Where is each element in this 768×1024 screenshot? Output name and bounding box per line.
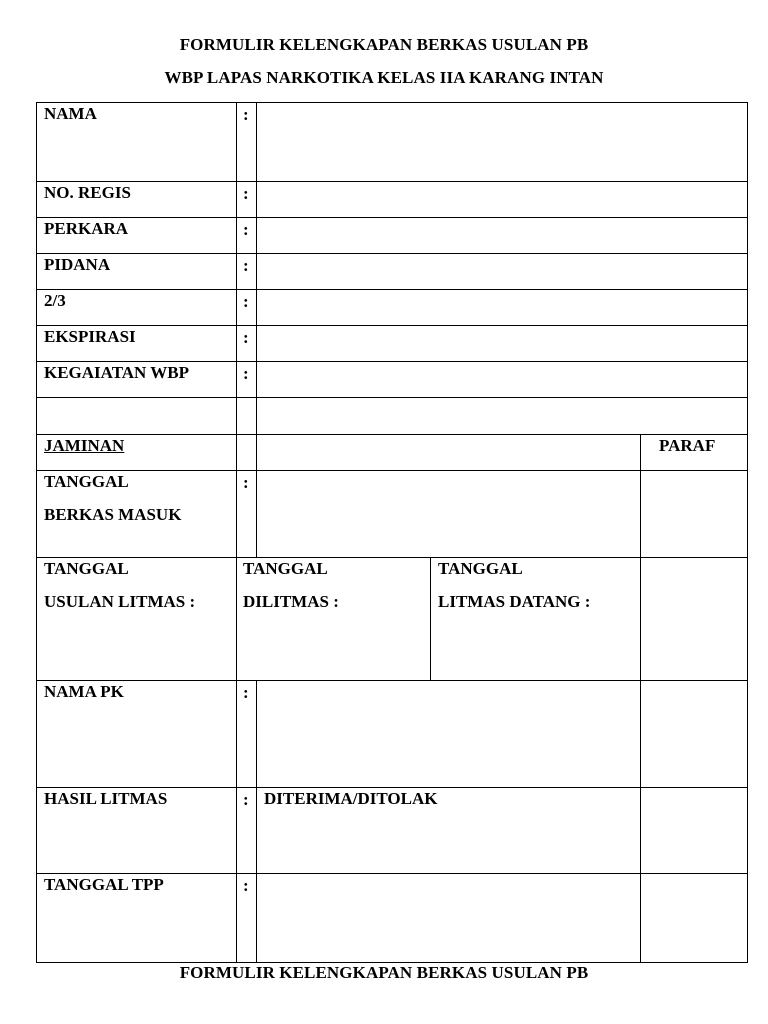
- colon: :: [243, 790, 249, 809]
- row-divider: [36, 325, 748, 326]
- nama-pk-input[interactable]: [258, 682, 638, 786]
- table-border-left: [36, 102, 37, 963]
- col-divider-colon: [256, 102, 257, 558]
- row-divider: [36, 873, 748, 874]
- colon: :: [243, 292, 249, 311]
- ekspirasi-input[interactable]: [258, 327, 746, 360]
- row-divider: [36, 217, 748, 218]
- footer-title: FORMULIR KELENGKAPAN BERKAS USULAN PB: [179, 963, 589, 982]
- colon: :: [243, 473, 249, 492]
- colon: :: [243, 220, 249, 239]
- paraf-header: PARAF: [659, 436, 716, 455]
- row-divider: [36, 557, 748, 558]
- row-divider: [36, 434, 748, 435]
- perkara-input[interactable]: [258, 219, 746, 252]
- litmas-datang-label-line1: TANGGAL: [438, 559, 523, 578]
- usulan-litmas-label-line1: TANGGAL: [44, 559, 129, 578]
- nama-pk-label: NAMA PK: [44, 682, 124, 701]
- dilitmas-label-line2: DILITMAS :: [243, 592, 339, 611]
- colon: :: [243, 364, 249, 383]
- form-title-line-2: WBP LAPAS NARKOTIKA KELAS IIA KARANG INTAN: [164, 68, 604, 87]
- no-regis-label: NO. REGIS: [44, 183, 131, 202]
- row-divider: [36, 253, 748, 254]
- row-divider: [36, 470, 748, 471]
- kegiatan-wbp-input[interactable]: [258, 363, 746, 396]
- row-divider: [36, 361, 748, 362]
- form-title-line-1: FORMULIR KELENGKAPAN BERKAS USULAN PB: [179, 35, 589, 54]
- pidana-input[interactable]: [258, 255, 746, 288]
- berkas-masuk-input[interactable]: [258, 472, 638, 556]
- table-border-right: [747, 102, 748, 963]
- hasil-litmas-value: DITERIMA/DITOLAK: [264, 789, 438, 808]
- table-border-top: [36, 102, 748, 103]
- col-divider-colon: [256, 680, 257, 963]
- colon: :: [243, 876, 249, 895]
- berkas-masuk-label-line1: TANGGAL: [44, 472, 129, 491]
- colon: :: [243, 105, 249, 124]
- col-divider-paraf: [640, 434, 641, 963]
- usulan-litmas-label-line2: USULAN LITMAS :: [44, 592, 196, 611]
- hasil-litmas-label: HASIL LITMAS: [44, 789, 168, 808]
- dua-pertiga-input[interactable]: [258, 291, 746, 324]
- perkara-label: PERKARA: [44, 219, 129, 238]
- ekspirasi-label: EKSPIRASI: [44, 327, 136, 346]
- dua-pertiga-label: 2/3: [44, 291, 66, 310]
- colon: :: [243, 256, 249, 275]
- col-divider-label: [236, 102, 237, 963]
- no-regis-input[interactable]: [258, 183, 746, 216]
- col-divider-datang: [430, 557, 431, 681]
- colon: :: [243, 184, 249, 203]
- row-divider: [36, 787, 748, 788]
- nama-input[interactable]: [258, 104, 746, 180]
- jaminan-label: JAMINAN: [44, 436, 125, 455]
- dilitmas-label-line1: TANGGAL: [243, 559, 328, 578]
- row-divider: [36, 181, 748, 182]
- row-divider: [36, 680, 748, 681]
- colon: :: [243, 328, 249, 347]
- row-divider: [36, 289, 748, 290]
- row-divider: [36, 397, 748, 398]
- tanggal-tpp-label: TANGGAL TPP: [44, 875, 164, 894]
- pidana-label: PIDANA: [44, 255, 111, 274]
- nama-label: NAMA: [44, 104, 97, 123]
- kegiatan-wbp-label: KEGAIATAN WBP: [44, 363, 189, 382]
- tanggal-tpp-input[interactable]: [258, 875, 638, 961]
- litmas-datang-label-line2: LITMAS DATANG :: [438, 592, 591, 611]
- colon: :: [243, 683, 249, 702]
- berkas-masuk-label-line2: BERKAS MASUK: [44, 505, 182, 524]
